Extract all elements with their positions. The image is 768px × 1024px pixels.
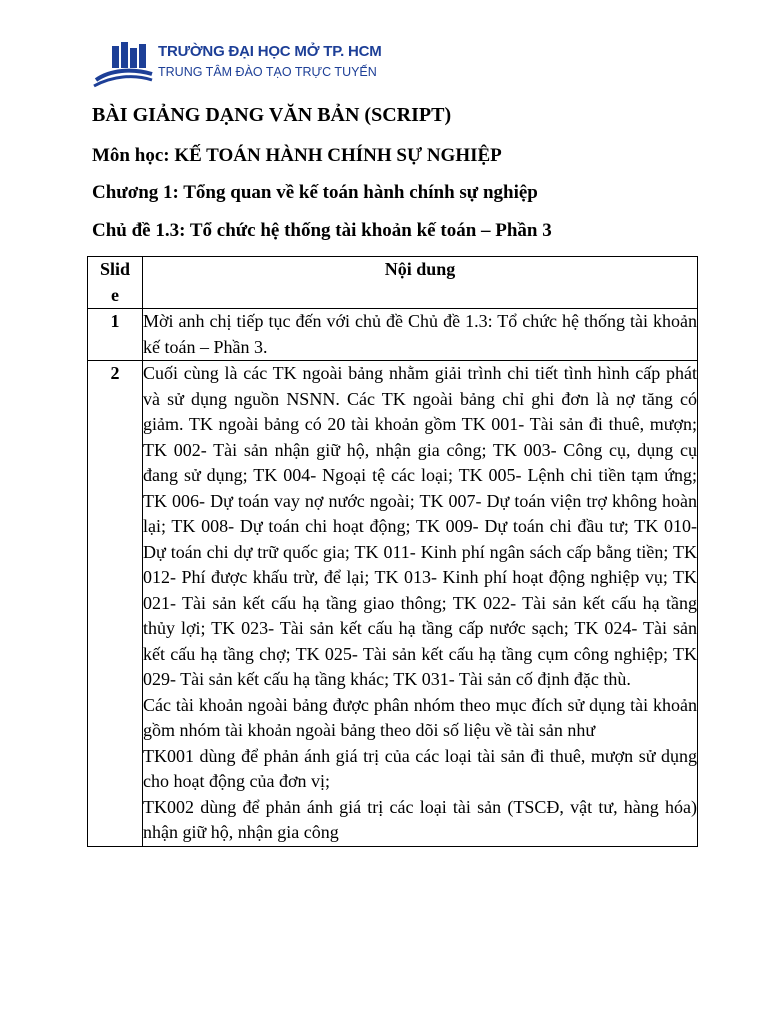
content-column-header: Nội dung	[143, 257, 698, 309]
university-logo	[92, 40, 382, 88]
slide-content	[143, 309, 698, 361]
topic-heading: Chủ đề 1.3: Tổ chức hệ thống tài khoản kế toán – Phần 3	[92, 220, 552, 241]
logo-university-name: TRƯỜNG ĐẠI HỌC MỞ TP. HCM	[158, 43, 382, 60]
table-row	[88, 361, 698, 847]
logo-center-name: TRUNG TÂM ĐÀO TẠO TRỰC TUYẾN	[158, 65, 377, 79]
slide-header-line2: e	[111, 284, 119, 305]
slide-column-header	[88, 257, 143, 309]
subject-heading: Môn học: KẾ TOÁN HÀNH CHÍNH SỰ NGHIỆP	[92, 145, 502, 166]
content-paragraph: TK002 dùng để phản ánh giá trị các loại tài sản (TSCĐ, vật tư, hàng hóa) nhận giữ hộ, nhận gia công	[143, 796, 697, 842]
content-paragraph: Mời anh chị tiếp tục đến với chủ đề Chủ đề 1.3: Tổ chức hệ thống tài khoản kế toán – Phần 3.	[143, 311, 697, 357]
book-emblem-icon	[92, 40, 154, 88]
slide-number: 1	[88, 309, 143, 361]
slide-content	[143, 361, 698, 847]
slide-header-line1: Slid	[99, 259, 131, 279]
table-row	[88, 309, 698, 361]
content-paragraph: Cuối cùng là các TK ngoài bảng nhằm giải trình chi tiết tình hình cấp phát và sử dụng nguồn NSNN. Các TK ngoài bảng chỉ ghi đơn là nợ tăng có giảm. TK ngoài bảng có 20 tài khoản gồm TK 001- Tài sản đi thuê, mượn; TK 002- Tài sản nhận giữ hộ, nhận gia công; TK 003- Công cụ, dụng cụ đang sử dụng; TK 004- Ngoại tệ các loại; TK 005- Lệnh chi tiền tạm ứng; TK 006- Dự toán vay nợ nước ngoài; TK 007- Dự toán viện trợ không hoàn lại; TK 008- Dự toán chi hoạt động; TK 009- Dự toán chi đầu tư; TK 010- Dự toán chi dự trữ quốc gia; TK 011- Kinh phí ngân sách cấp bằng tiền; TK 012- Phí được khấu trừ, để lại; TK 013- Kinh phí hoạt động nghiệp vụ; TK 021- Tài sản kết cấu hạ tầng giao thông; TK 022- Tài sản kết cấu hạ tầng thủy lợi; TK 023- Tài sản kết cấu hạ tầng cấp nước sạch; TK 024- Tài sản kết cấu hạ tầng chợ; TK 025- Tài sản kết cấu hạ tầng cụm công nghiệp; TK 029- Tài sản kết cấu hạ tầng khác; TK 031- Tài sản cố định đặc thù.	[143, 363, 697, 689]
content-paragraph: TK001 dùng để phản ánh giá trị của các loại tài sản đi thuê, mượn sử dụng cho hoạt động của đơn vị;	[143, 745, 697, 791]
content-paragraph: Các tài khoản ngoài bảng được phân nhóm theo mục đích sử dụng tài khoản gồm nhóm tài khoản ngoài bảng theo dõi số liệu về tài sản như	[143, 694, 697, 740]
chapter-heading: Chương 1: Tổng quan về kế toán hành chính sự nghiệp	[92, 182, 538, 203]
document-title: BÀI GIẢNG DẠNG VĂN BẢN (SCRIPT)	[92, 104, 452, 126]
script-table	[87, 256, 698, 847]
table-header-row	[88, 257, 698, 309]
slide-number: 2	[88, 361, 143, 847]
